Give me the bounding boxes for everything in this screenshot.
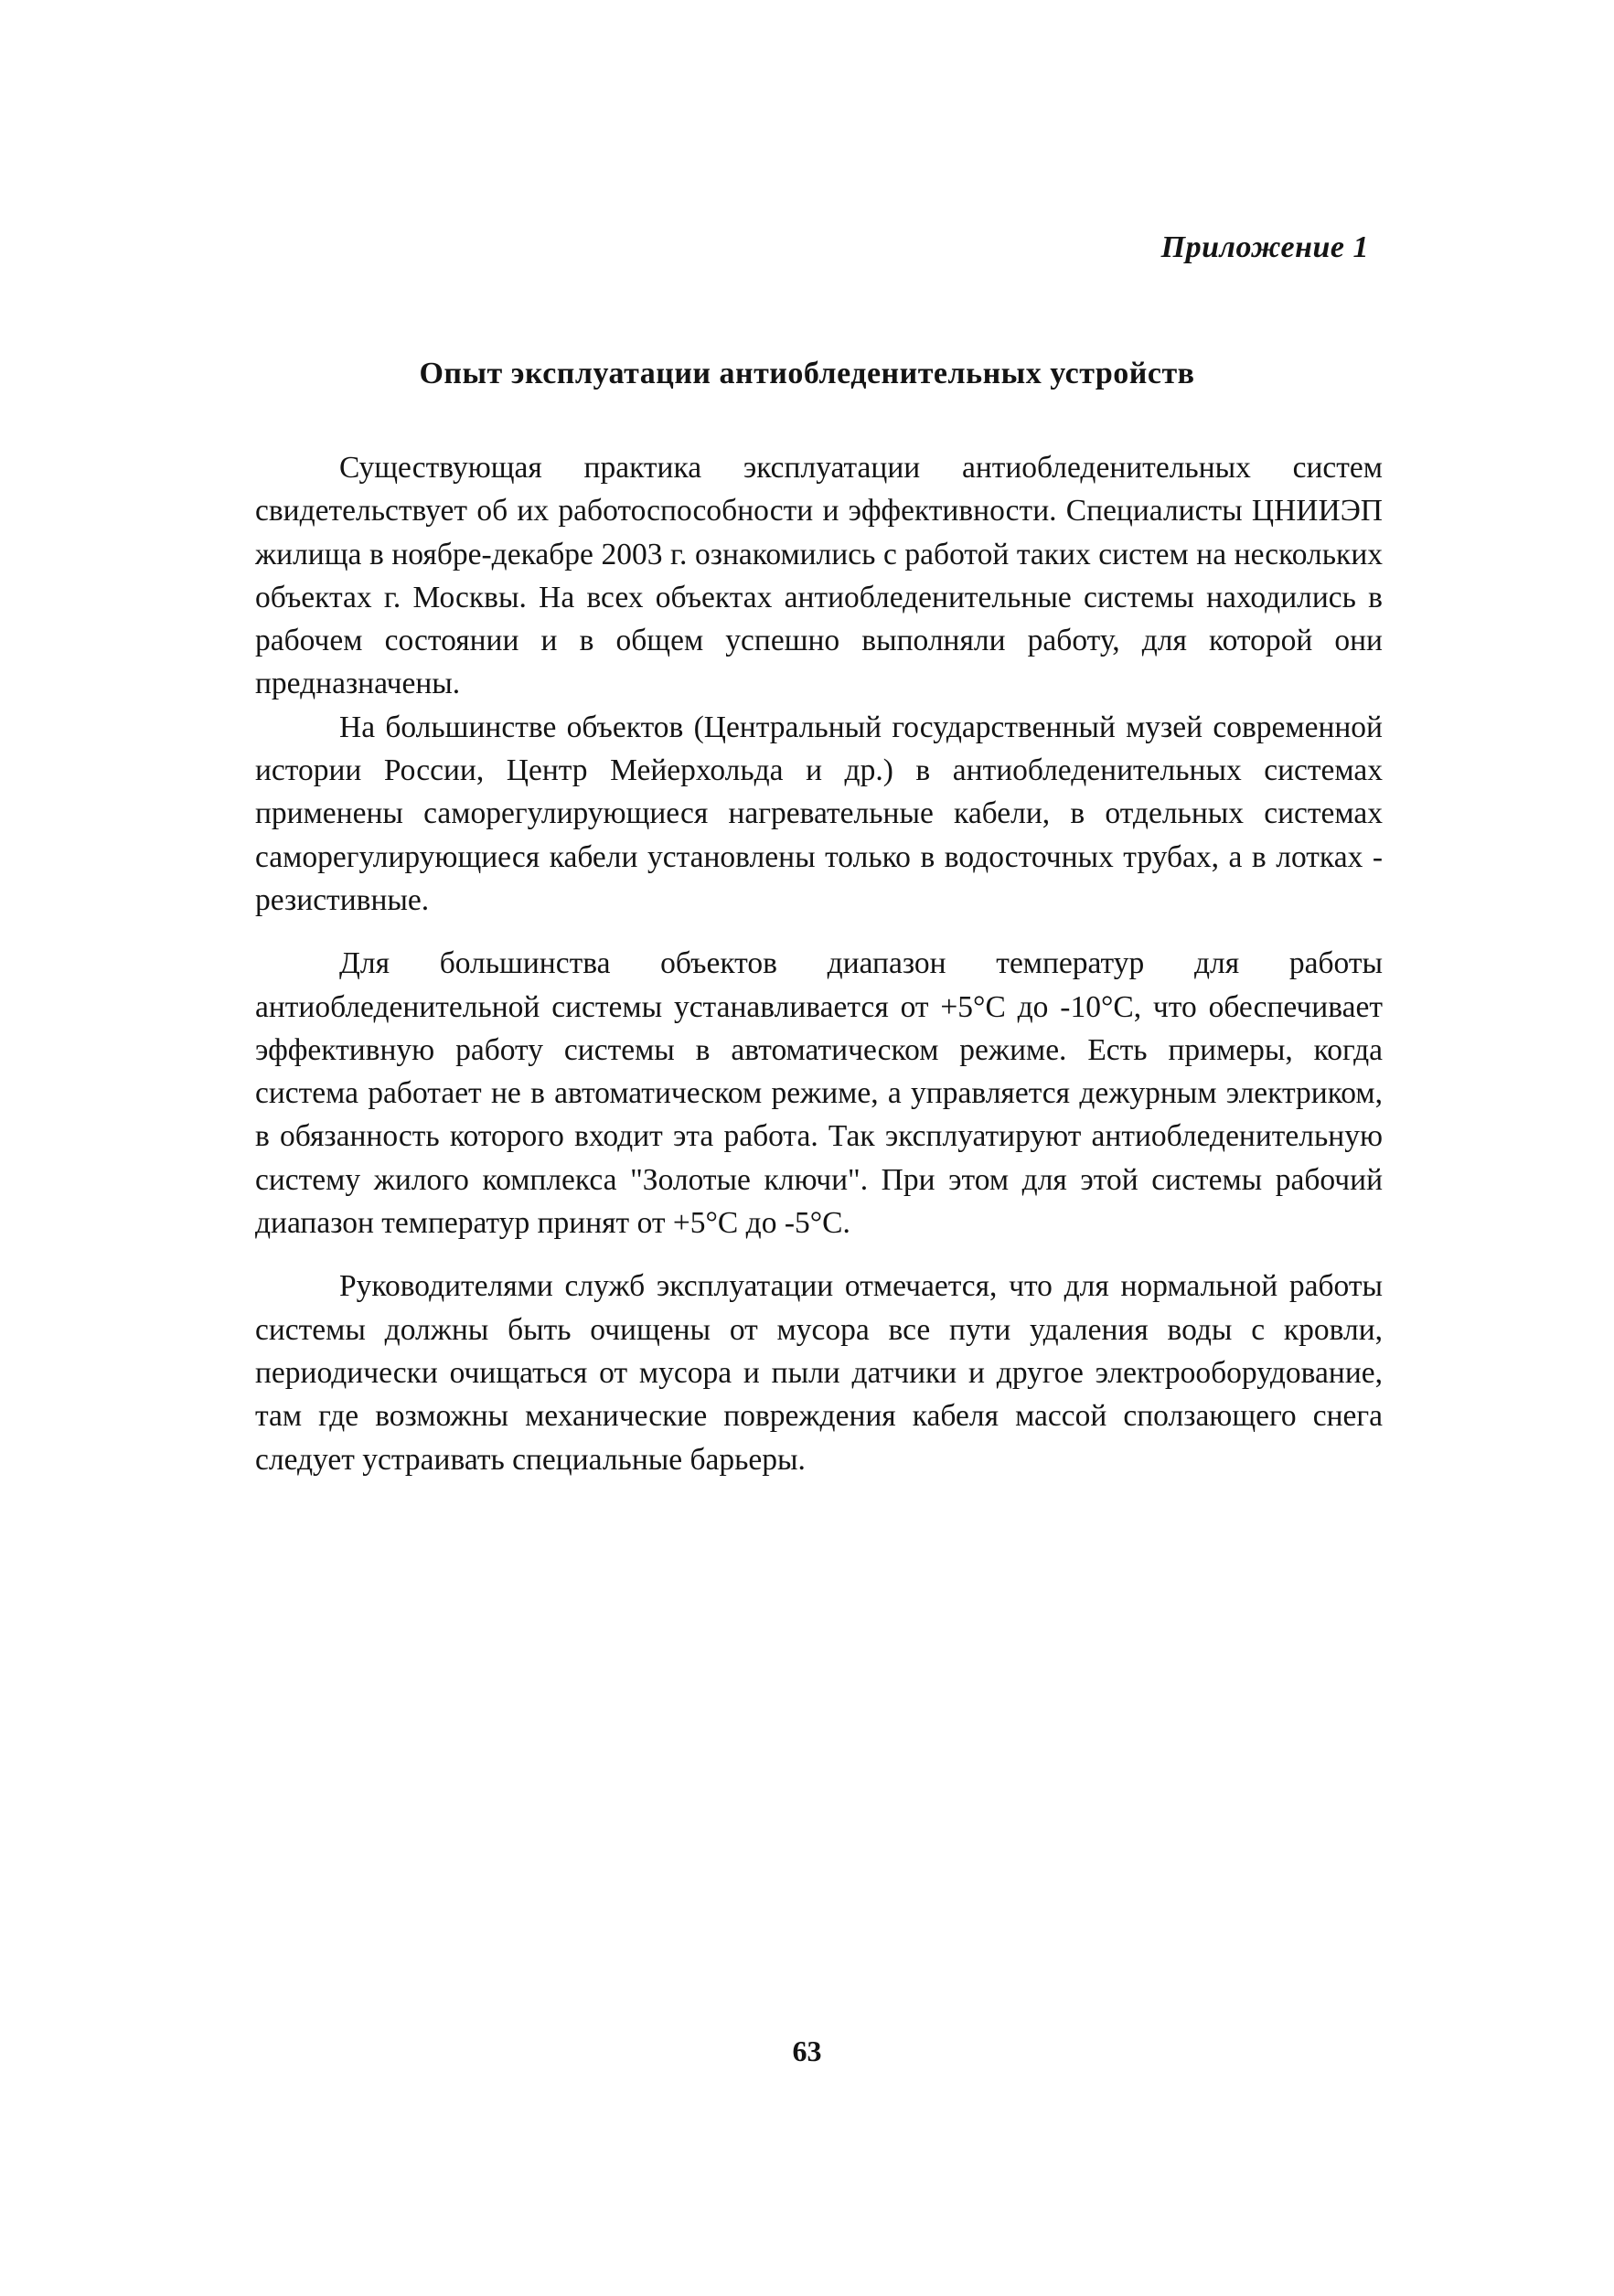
page-number: 63 (792, 2034, 822, 2067)
paragraph: На большинстве объектов (Центральный государственный музей современной истории России, Центр Мейерхольда и др.) в антиобледенительных системах применены саморегулирующиеся нагревательные кабели, в отдельных системах саморегулирующиеся кабели установлены только в водосточных трубах, а в лотках - резистивные. (255, 710, 1383, 917)
document-body (255, 446, 1383, 1481)
paragraph: Для большинства объектов диапазон температур для работы антиобледенительной системы устанавливается от +5°С до -10°С, что обеспечивает эффективную работу системы в автоматическом режиме. Есть примеры, когда система работает не в автоматическом режиме, а управляется дежурным электриком, в обязанность которого входит эта работа. Так эксплуатируют антиобледенительную систему жилого комплекса "Золотые ключи". При этом для этой системы рабочий диапазон температур принят от +5°С до -5°С. (255, 946, 1383, 1241)
document-title: Опыт эксплуатации антиобледенительных устройств (419, 357, 1195, 390)
paragraph: Руководителями служб эксплуатации отмечается, что для нормальной работы системы должны быть очищены от мусора все пути удаления воды с кровли, периодически очищаться от мусора и пыли датчики и другое электрооборудование, там где возможны механические повреждения кабеля массой сползающего снега следует устраивать специальные барьеры. (255, 1269, 1383, 1477)
paragraph: Существующая практика эксплуатации антиобледенительных систем свидетельствует об их работоспособности и эффективности. Специалисты ЦНИИЭП жилища в ноябре-декабре 2003 г. ознакомились с работой таких систем на нескольких объектах г. Москвы. На всех объектах антиобледенительные системы находились в рабочем состоянии и в общем успешно выполняли работу, для которой они предназначены. (255, 451, 1383, 701)
appendix-label: Приложение 1 (1160, 230, 1369, 264)
